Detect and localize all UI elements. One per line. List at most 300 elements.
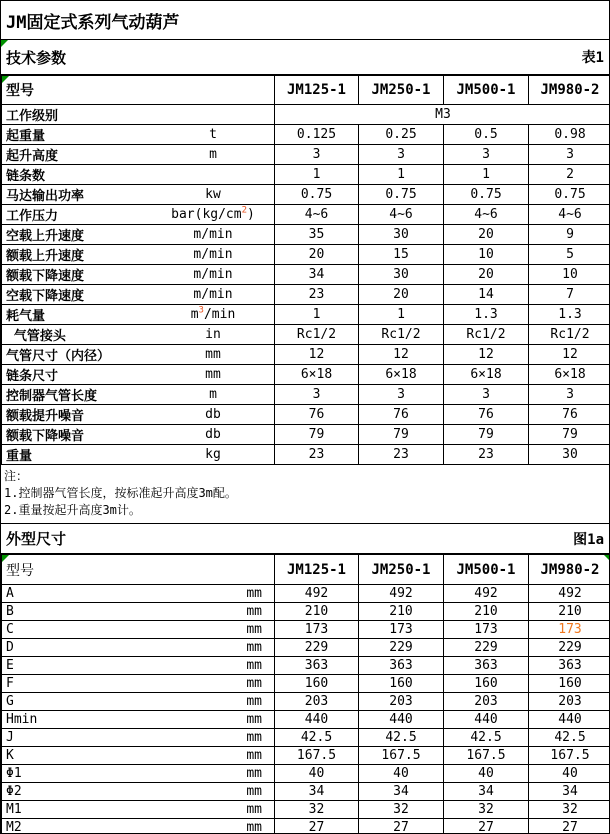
row-label-cell[interactable]	[2, 425, 275, 445]
table-row	[2, 245, 610, 265]
row-label-cell[interactable]	[2, 693, 275, 711]
row-label-cell[interactable]	[2, 145, 275, 165]
value-cell[interactable]: 4~6	[275, 205, 359, 225]
value-cell[interactable]: 203	[444, 693, 529, 711]
row-unit: kg	[205, 447, 221, 462]
value-cell[interactable]: 440	[275, 711, 359, 729]
value-cell[interactable]: 35	[275, 225, 359, 245]
row-label-wrap	[2, 555, 274, 584]
value-cell[interactable]: 440	[444, 711, 529, 729]
row-label: 额载上升速度	[6, 249, 85, 264]
value-cell[interactable]: 3	[275, 385, 359, 405]
row-label-wrap	[2, 265, 274, 284]
row-label-wrap	[2, 657, 274, 674]
row-label: Φ2	[6, 784, 22, 799]
model-header-cell[interactable]: JM250-1	[359, 76, 444, 105]
row-label: K	[6, 748, 14, 763]
row-label: 马达输出功率	[6, 189, 85, 204]
row-unit: db	[205, 407, 221, 422]
row-label-wrap	[2, 185, 274, 204]
value-cell[interactable]: 3	[359, 385, 444, 405]
row-unit: mm	[246, 820, 262, 834]
tech-parameters-table	[1, 75, 610, 465]
unit-superscript: 3	[198, 305, 204, 316]
row-label: 链条数	[6, 169, 46, 184]
value-cell[interactable]: 6×18	[529, 365, 610, 385]
models-label-cell[interactable]	[2, 76, 275, 105]
value-cell[interactable]: 1	[359, 165, 444, 185]
table-row	[2, 425, 610, 445]
value-cell[interactable]: 440	[359, 711, 444, 729]
error-marker-icon	[2, 555, 9, 562]
row-label: 控制器气管长度	[6, 389, 98, 404]
row-label-wrap	[2, 365, 274, 384]
value-cell[interactable]: 173	[529, 621, 610, 639]
row-unit: mm	[246, 802, 262, 817]
tech-section-heading: 技术参数	[6, 48, 67, 67]
table-header-row	[2, 76, 610, 105]
row-label-cell[interactable]	[2, 205, 275, 225]
row-unit: mm	[246, 694, 262, 709]
value-cell[interactable]: 173	[275, 621, 359, 639]
row-label-cell[interactable]	[2, 185, 275, 205]
value-cell[interactable]: 6×18	[275, 365, 359, 385]
row-label: Φ1	[6, 766, 22, 781]
value-cell[interactable]: 23	[275, 285, 359, 305]
table-row	[2, 621, 610, 639]
row-unit: mm	[205, 347, 221, 362]
row-label-cell[interactable]	[2, 657, 275, 675]
row-label-cell[interactable]	[2, 765, 275, 783]
row-label-cell[interactable]	[2, 585, 275, 603]
note-line: 1.控制器气管长度，按标准起升高度3m配。	[4, 486, 237, 500]
row-label-wrap	[2, 76, 274, 104]
value-cell[interactable]: 4~6	[444, 205, 529, 225]
row-label-cell[interactable]	[2, 245, 275, 265]
row-label: 空载上升速度	[6, 229, 85, 244]
value-cell[interactable]: 3	[529, 145, 610, 165]
model-header-cell[interactable]: JM980-2	[529, 76, 610, 105]
table-row	[2, 205, 610, 225]
value-cell[interactable]: 0.75	[275, 185, 359, 205]
table-row	[2, 783, 610, 801]
value-cell[interactable]: 2	[529, 165, 610, 185]
table-row	[2, 765, 610, 783]
value-cell[interactable]: 27	[444, 819, 529, 834]
value-cell[interactable]: 167.5	[444, 747, 529, 765]
row-label-wrap	[2, 801, 274, 818]
row-label: A	[6, 586, 14, 601]
row-unit: mm	[246, 658, 262, 673]
value-cell[interactable]: 1	[444, 165, 529, 185]
dim-section-heading-row[interactable]	[1, 524, 609, 554]
value-cell[interactable]: 363	[444, 657, 529, 675]
value-cell[interactable]: 34	[275, 783, 359, 801]
row-label: D	[6, 640, 14, 655]
row-unit: m/min	[193, 227, 233, 242]
row-label-cell[interactable]	[2, 445, 275, 465]
row-unit: mm	[246, 586, 262, 601]
value-cell[interactable]: 32	[359, 801, 444, 819]
row-label-wrap	[2, 385, 274, 404]
error-marker-icon	[1, 40, 8, 47]
value-cell[interactable]: 0.75	[359, 185, 444, 205]
value-cell[interactable]: 42.5	[359, 729, 444, 747]
value-cell[interactable]: 3	[444, 385, 529, 405]
value-cell[interactable]: 440	[529, 711, 610, 729]
table-row	[2, 145, 610, 165]
row-label: 额载下降噪音	[6, 429, 85, 444]
value-cell[interactable]: 160	[444, 675, 529, 693]
value-cell[interactable]: 229	[444, 639, 529, 657]
row-label: 型号	[6, 562, 34, 579]
value-cell[interactable]: 160	[359, 675, 444, 693]
value-cell[interactable]: 32	[444, 801, 529, 819]
row-label: B	[6, 604, 14, 619]
row-unit: mm	[205, 367, 221, 382]
table-header-row	[2, 555, 610, 585]
value-cell[interactable]: 20	[275, 245, 359, 265]
value-cell[interactable]: 167.5	[529, 747, 610, 765]
row-unit: mm	[246, 640, 262, 655]
value-cell[interactable]: 1.3	[444, 305, 529, 325]
merged-value-cell[interactable]: M3	[275, 105, 610, 125]
value-cell[interactable]: 3	[359, 145, 444, 165]
row-label-wrap	[2, 125, 274, 144]
model-header-cell[interactable]: JM500-1	[444, 76, 529, 105]
row-label-cell[interactable]	[2, 285, 275, 305]
value-cell[interactable]: 1	[275, 305, 359, 325]
value-cell[interactable]: 20	[444, 265, 529, 285]
table-row	[2, 385, 610, 405]
value-cell[interactable]: 40	[444, 765, 529, 783]
value-cell[interactable]: 6×18	[444, 365, 529, 385]
value-cell[interactable]: 30	[529, 445, 610, 465]
value-cell[interactable]: 203	[275, 693, 359, 711]
value-cell[interactable]: 34	[275, 265, 359, 285]
row-label-cell[interactable]	[2, 165, 275, 185]
row-label-wrap	[2, 445, 274, 464]
model-header-cell[interactable]: JM125-1	[275, 555, 359, 585]
models-label-cell[interactable]	[2, 555, 275, 585]
row-label-cell[interactable]	[2, 385, 275, 405]
value-cell[interactable]: 492	[359, 585, 444, 603]
value-cell[interactable]: 1	[275, 165, 359, 185]
value-cell[interactable]: 76	[359, 405, 444, 425]
row-label: 型号	[6, 83, 34, 99]
value-cell[interactable]: 79	[359, 425, 444, 445]
row-label-wrap	[2, 819, 274, 834]
value-cell[interactable]: 0.25	[359, 125, 444, 145]
value-cell[interactable]: 5	[529, 245, 610, 265]
value-cell[interactable]: 3	[529, 385, 610, 405]
row-label-cell[interactable]	[2, 125, 275, 145]
value-cell[interactable]: 492	[444, 585, 529, 603]
table-row	[2, 365, 610, 385]
row-unit: m/min	[193, 267, 233, 282]
row-label: G	[6, 694, 14, 709]
table-row	[2, 675, 610, 693]
row-label-wrap	[2, 145, 274, 164]
value-cell[interactable]: 9	[529, 225, 610, 245]
value-cell[interactable]: 6×18	[359, 365, 444, 385]
row-label: E	[6, 658, 14, 673]
row-label-wrap	[2, 225, 274, 244]
value-cell[interactable]: 363	[275, 657, 359, 675]
value-cell[interactable]: 32	[275, 801, 359, 819]
value-cell[interactable]: 492	[275, 585, 359, 603]
table-row	[2, 639, 610, 657]
row-label-wrap	[2, 245, 274, 264]
table-row	[2, 693, 610, 711]
row-label-wrap	[2, 693, 274, 710]
row-label-wrap	[2, 305, 274, 324]
value-cell[interactable]: 160	[529, 675, 610, 693]
row-label-cell[interactable]	[2, 711, 275, 729]
row-unit: mm	[246, 622, 262, 637]
value-cell[interactable]: 30	[359, 265, 444, 285]
row-unit: mm	[246, 784, 262, 799]
table-row	[2, 711, 610, 729]
row-label: 工作压力	[6, 209, 59, 224]
value-cell[interactable]: 42.5	[529, 729, 610, 747]
value-cell[interactable]: 4~6	[529, 205, 610, 225]
value-cell[interactable]: 20	[359, 285, 444, 305]
value-cell[interactable]: 34	[529, 783, 610, 801]
value-cell[interactable]: 210	[529, 603, 610, 621]
row-label: 额载提升噪音	[6, 409, 85, 424]
row-unit: $m^3/\min$	[190, 305, 236, 322]
row-label-wrap	[2, 325, 274, 344]
comment-marker-icon	[604, 555, 610, 562]
row-label-cell[interactable]	[2, 639, 275, 657]
value-cell[interactable]: 0.75	[444, 185, 529, 205]
dim-section-heading: 外型尺寸	[6, 530, 67, 548]
row-label-cell[interactable]	[2, 747, 275, 765]
unit-superscript: 2	[241, 205, 248, 216]
value-cell[interactable]: 203	[529, 693, 610, 711]
row-label-wrap	[2, 205, 274, 224]
value-cell[interactable]: 12	[529, 345, 610, 365]
row-unit: mm	[246, 748, 262, 763]
row-label-wrap	[2, 165, 274, 184]
row-label-wrap	[2, 425, 274, 444]
table-row	[2, 657, 610, 675]
table-row	[2, 225, 610, 245]
value-cell[interactable]: Rc1/2	[275, 325, 359, 345]
row-label-cell[interactable]	[2, 105, 275, 125]
row-unit: mm	[246, 766, 262, 781]
row-label-wrap	[2, 711, 274, 728]
dimensions-table	[1, 554, 610, 834]
value-cell[interactable]: 229	[275, 639, 359, 657]
value-cell[interactable]: 10	[529, 265, 610, 285]
value-cell[interactable]: 12	[275, 345, 359, 365]
value-cell[interactable]: 167.5	[359, 747, 444, 765]
row-unit: m	[209, 387, 217, 402]
row-unit: in	[205, 327, 221, 342]
value-cell[interactable]: 30	[359, 225, 444, 245]
value-cell[interactable]: 14	[444, 285, 529, 305]
value-cell[interactable]: 0.5	[444, 125, 529, 145]
value-cell[interactable]: 229	[359, 639, 444, 657]
row-label-wrap	[2, 405, 274, 424]
model-header-cell[interactable]: JM980-2	[529, 555, 610, 585]
model-header-cell[interactable]: JM250-1	[359, 555, 444, 585]
value-cell[interactable]: 42.5	[444, 729, 529, 747]
note-line: 注：	[4, 469, 29, 483]
row-label: 起重量	[6, 129, 46, 144]
value-cell[interactable]: 363	[529, 657, 610, 675]
row-label-cell[interactable]	[2, 265, 275, 285]
value-cell[interactable]: 173	[359, 621, 444, 639]
row-label: 链条尺寸	[6, 369, 59, 384]
value-cell[interactable]: Rc1/2	[529, 325, 610, 345]
value-cell[interactable]: 3	[444, 145, 529, 165]
dim-figure-tag: 图1a	[573, 531, 604, 548]
value-cell[interactable]: 76	[529, 405, 610, 425]
value-cell[interactable]: 203	[359, 693, 444, 711]
value-cell[interactable]: 40	[529, 765, 610, 783]
row-label-cell[interactable]	[2, 325, 275, 345]
value-cell[interactable]: 3	[275, 145, 359, 165]
value-cell[interactable]: 79	[444, 425, 529, 445]
value-cell[interactable]: 12	[444, 345, 529, 365]
table-row	[2, 801, 610, 819]
row-label-wrap	[2, 603, 274, 620]
value-cell[interactable]: 40	[359, 765, 444, 783]
value-cell[interactable]: Rc1/2	[359, 325, 444, 345]
row-label-cell[interactable]	[2, 819, 275, 834]
table-row	[2, 265, 610, 285]
table-row	[2, 729, 610, 747]
value-cell[interactable]: 40	[275, 765, 359, 783]
row-unit: m/min	[193, 247, 233, 262]
page-title[interactable]: JM固定式系列气动葫芦	[1, 1, 609, 40]
row-unit: kw	[205, 187, 221, 202]
row-label-cell[interactable]	[2, 365, 275, 385]
row-unit: m/min	[193, 287, 233, 302]
row-label-cell[interactable]	[2, 783, 275, 801]
value-cell[interactable]: 167.5	[275, 747, 359, 765]
value-cell[interactable]: 10	[444, 245, 529, 265]
value-cell[interactable]: 4~6	[359, 205, 444, 225]
table-row	[2, 325, 610, 345]
value-cell[interactable]: 1.3	[529, 305, 610, 325]
row-label-wrap	[2, 345, 274, 364]
value-cell[interactable]: 210	[359, 603, 444, 621]
value-cell[interactable]: 0.75	[529, 185, 610, 205]
row-label-cell[interactable]	[2, 305, 275, 325]
value-cell[interactable]: 79	[275, 425, 359, 445]
value-cell[interactable]: 76	[275, 405, 359, 425]
row-label-wrap	[2, 747, 274, 764]
value-cell[interactable]: 210	[444, 603, 529, 621]
row-label-wrap	[2, 675, 274, 692]
row-unit: mm	[246, 604, 262, 619]
row-label: 气管尺寸（内径）	[6, 349, 111, 364]
value-cell[interactable]: 20	[444, 225, 529, 245]
row-label: J	[6, 730, 14, 745]
value-cell[interactable]: 76	[444, 405, 529, 425]
value-cell[interactable]: Rc1/2	[444, 325, 529, 345]
table-row	[2, 405, 610, 425]
row-label-cell[interactable]	[2, 729, 275, 747]
row-label-cell[interactable]	[2, 405, 275, 425]
model-header-cell[interactable]: JM125-1	[275, 76, 359, 105]
table-row	[2, 747, 610, 765]
row-label: C	[6, 622, 14, 637]
note-line: 2.重量按起升高度3m计。	[4, 503, 141, 517]
value-cell[interactable]: 210	[275, 603, 359, 621]
value-cell[interactable]: 160	[275, 675, 359, 693]
value-cell[interactable]: 23	[359, 445, 444, 465]
value-cell[interactable]: 27	[529, 819, 610, 834]
value-cell[interactable]: 0.125	[275, 125, 359, 145]
row-unit: db	[205, 427, 221, 442]
row-label-wrap	[2, 729, 274, 746]
value-cell[interactable]: 79	[529, 425, 610, 445]
row-label-cell[interactable]	[2, 345, 275, 365]
value-cell[interactable]: 1	[359, 305, 444, 325]
table-row	[2, 585, 610, 603]
value-cell[interactable]: 7	[529, 285, 610, 305]
row-label-cell[interactable]	[2, 603, 275, 621]
table-row	[2, 165, 610, 185]
table-row	[2, 603, 610, 621]
tech-section-heading-row[interactable]	[1, 40, 609, 75]
row-label: 耗气量	[6, 309, 46, 324]
value-cell[interactable]: 173	[444, 621, 529, 639]
value-cell[interactable]: 0.98	[529, 125, 610, 145]
value-cell[interactable]: 27	[359, 819, 444, 834]
row-unit: mm	[246, 712, 262, 727]
model-header-cell[interactable]: JM500-1	[444, 555, 529, 585]
notes-cell[interactable]	[1, 465, 609, 524]
row-label: 空载下降速度	[6, 289, 85, 304]
table-row	[2, 445, 610, 465]
value-cell[interactable]: 34	[359, 783, 444, 801]
row-label-cell[interactable]	[2, 801, 275, 819]
row-label-wrap	[2, 621, 274, 638]
value-cell[interactable]: 27	[275, 819, 359, 834]
value-cell[interactable]: 42.5	[275, 729, 359, 747]
value-cell[interactable]: 229	[529, 639, 610, 657]
table-row	[2, 345, 610, 365]
row-label-cell[interactable]	[2, 675, 275, 693]
row-unit: mm	[246, 676, 262, 691]
value-cell[interactable]: 32	[529, 801, 610, 819]
value-cell[interactable]: 23	[444, 445, 529, 465]
row-label: M2	[6, 820, 22, 834]
value-cell[interactable]: 492	[529, 585, 610, 603]
error-marker-icon	[2, 76, 9, 83]
value-cell[interactable]: 363	[359, 657, 444, 675]
row-label-wrap	[2, 765, 274, 782]
value-cell[interactable]: 23	[275, 445, 359, 465]
value-cell[interactable]: 12	[359, 345, 444, 365]
table-row	[2, 185, 610, 205]
table-row	[2, 105, 610, 125]
row-unit: $bar(kg/cm^2)$	[171, 205, 255, 222]
row-label: 工作级别	[6, 109, 59, 124]
row-label-wrap	[2, 105, 274, 124]
row-label-cell[interactable]	[2, 225, 275, 245]
row-label-cell[interactable]	[2, 621, 275, 639]
row-unit: t	[209, 127, 217, 142]
value-cell[interactable]: 15	[359, 245, 444, 265]
value-cell[interactable]: 34	[444, 783, 529, 801]
